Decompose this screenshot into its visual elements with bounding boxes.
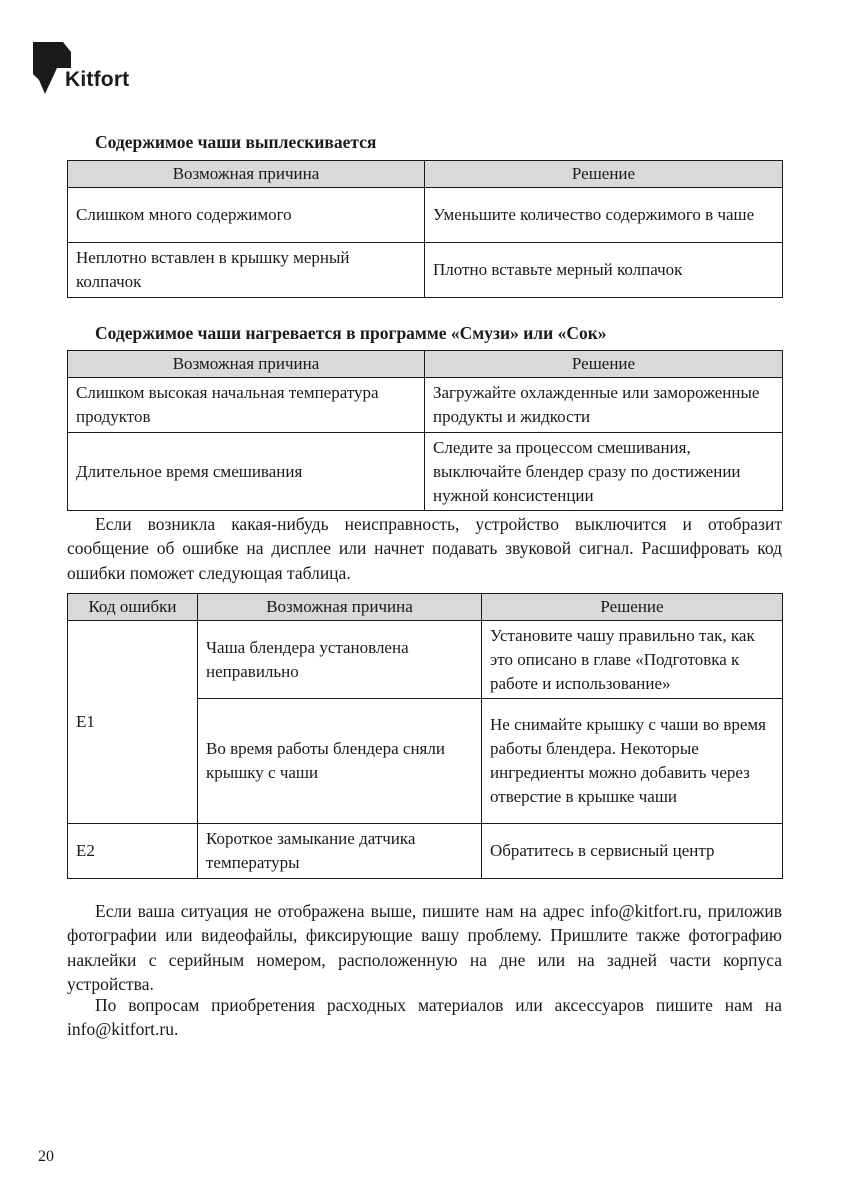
solution-cell: Загружайте охлажденные или замороженные продукты и жидкости [425,378,783,433]
contact-paragraph [67,899,782,997]
section2-table [67,350,783,511]
error-code-table [67,593,783,879]
error-code-cell: E2 [68,824,198,879]
table-row [68,378,783,433]
column-header: Возможная причина [198,594,482,621]
intro-text: Если возникла какая-нибудь неисправность, устройство выключится и отобразит сообщение об ошибке на дисплее или начнет подавать звуковой сигнал. Расшифровать код ошибки поможет следующая таблица. [67,514,782,583]
column-header: Код ошибки [68,594,198,621]
solution-cell: Следите за процессом смешивания, выключайте блендер сразу по достижении нужной консистенции [425,433,783,511]
cause-cell: Короткое замыкание датчика температуры [198,824,482,879]
table-row [68,433,783,511]
solution-cell: Установите чашу правильно так, как это описано в главе «Подготовка к работе и использование» [482,621,783,699]
section1-table [67,160,783,298]
solution-cell: Обратитесь в сервисный центр [482,824,783,879]
column-header: Возможная причина [68,161,425,188]
section1-title: Содержимое чаши выплескивается [95,132,377,152]
cause-cell: Во время работы блендера сняли крышку с чаши [198,699,482,824]
column-header: Решение [482,594,783,621]
page-number: 20 [38,1148,54,1165]
brand-name: Kitfort [65,68,130,91]
column-header: Решение [425,161,783,188]
solution-cell: Плотно вставьте мерный колпачок [425,243,783,298]
section2-title: Содержимое чаши нагревается в программе «Смузи» или «Сок» [95,323,607,343]
column-header: Решение [425,351,783,378]
solution-cell: Не снимайте крышку с чаши во время работы блендера. Некоторые ингредиенты можно добавить через отверстие в крышке чаши [482,699,783,824]
kitfort-logo [33,40,153,96]
table-row [68,188,783,243]
table-header-row [68,161,783,188]
cause-cell: Чаша блендера установлена неправильно [198,621,482,699]
accessories-text: По вопросам приобретения расходных материалов или аксессуаров пишите нам на info@kitfort.ru. [67,995,782,1040]
table-header-row [68,351,783,378]
error-code-cell: E1 [68,621,198,824]
accessories-paragraph [67,993,782,1042]
intro-paragraph [67,512,782,585]
contact-text: Если ваша ситуация не отображена выше, пишите нам на адрес info@kitfort.ru, приложив фотографии или видеофайлы, фиксирующие вашу проблему. Пришлите также фотографию наклейки с серийным номером, расположенную на дне или на задней части корпуса устройства. [67,901,782,995]
cause-cell: Слишком высокая начальная температура продуктов [68,378,425,433]
table-row [68,824,783,879]
column-header: Возможная причина [68,351,425,378]
table-row [68,243,783,298]
table-row [68,621,783,699]
table-header-row [68,594,783,621]
cause-cell: Слишком много содержимого [68,188,425,243]
cause-cell: Длительное время смешивания [68,433,425,511]
solution-cell: Уменьшите количество содержимого в чаше [425,188,783,243]
cause-cell: Неплотно вставлен в крышку мерный колпачок [68,243,425,298]
